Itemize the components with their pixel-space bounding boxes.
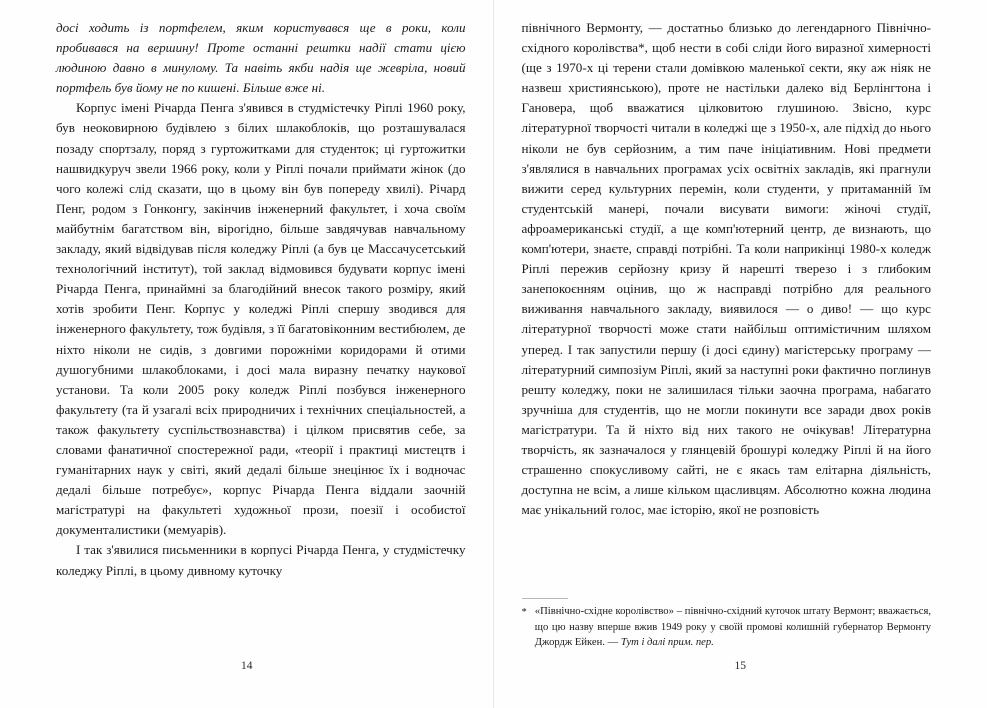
page-number-left: 14 [241,660,253,672]
footnote-marker: * [521,607,527,619]
paragraph-continuation: північного Вермонту, — достатньо близько до легендарного Північно-східного королівства*, щоб нести в собі сліди його виразної химерності (ще з 1970-х ці терени стали домівкою маленької секти, яку аж ніяк не назвеш християнською), проте не настільки далеко від Берлінгтона і Гановера, щоб вважатися цілковитою глушиною. Звісно, курс літературної творчості читали в коледжі ще з 1950-х, але підхід до нього ніколи не був серйозним, а тим паче ініціативним. Нові предмети з'являлися в навчальних програмах усіх освітніх закладів, які прагнули вижити серед культурних перемін, коли студенти, у притаманній їм студентській манері, почали висувати вимоги: жіночі студії, афроамериканські студії, а ще комп'ютерний центр, де визнають, що комп'ютери, знаєте, справді потрібні. Та коли наприкінці 1980-х коледж Ріплі пережив серйозну кризу й нарешті тверезо і з глибоким занепокоєнням оцінив, що ж насправді потрібно для реального виживання навчального закладу, виявилося — о диво! — що курс літературної творчості може стати найбільш оптимістичним шляхом уперед. І так запустили першу (і досі єдину) магістерську програму — літературний симпозіум Ріплі, який за наступні роки фактично поглинув решту коледжу, поки не залишилася тільки заочна програма, набагато зручніша для студентів, що не могли покинути все заради двох років магістратури. Та й ніхто від них такого не очікував! Літературна творчість, як зазначалося у глянцевій брошурі коледжу Ріплі й на його страшенно спокусливому сайті, не є якась там елітарна діяльність, доступна не всім, а лише кільком щасливцям. Абсолютно кожна людина має унікальний голос, має історію, якої не розповість [521,20,931,518]
footnote-body: «Північно-східне королівство» – північно-східний куточок штату Вермонт; вважається, що цю назву вперше вжив 1949 року у своїй промові колишній губернатор Вермонту Джордж Ейкен. — [534,606,931,648]
left-page-body [56,18,466,581]
footnote-separator [522,598,568,599]
footnote-text [535,604,931,650]
paragraph: І так з'явилися письменники в корпусі Річарда Пенга, у студмістечку коледжу Ріплі, в цьому дивному куточку [56,542,466,578]
footnote-block [522,592,932,650]
paragraph-continuation: досі ходить із портфелем, яким користувався ще в роки, коли пробивався на вершину! Проте останні рештки надії стати цією людиною давно в минулому. Та навіть якби надія ще жевріла, новий портфель був йому не по кишені. Більше вже ні. [56,20,466,96]
paragraph: Корпус імені Річарда Пенга з'явився в студмістечку Ріплі 1960 року, був неоковирною будівлею з білих шлакоблоків, що розташувалася позаду спортзалу, поряд з гуртожитками для студенток; ці гуртожитки нашвидкуруч звели 1966 року, коли у Ріплі почали приймати жінок (до чого колежі слід сказати, що в цьому він був попереду хвилі). Річард Пенг, родом з Гонконгу, закінчив інженерний факультет, і хоча своїм майбутнім багатством він, вірогідно, більше завдячував навчальному закладу, який відвідував після коледжу Ріплі (а був це Массачусетський технологічний інститут), той заклад відмовився будувати корпус імені Річарда Пенга, принаймні за благодійний внесок такого розміру, який хотів зробити Пенг. Корпус у коледжі Ріплі спершу зводився для інженерного факультету, тож будівля, з її багатовіконним вестибюлем, де ніхто ніколи не сидів, з довгими порожніми коридорами й отими душогубними шлакоблоками, і досі мала виразну печатку наукової установи. Та коли 2005 року коледж Ріплі позбувся інженерного факультету (та й узагалі всіх природничих і технічних спеціальностей, а також факультету суспільствознавства) і цілком присвятив себе, за словами фанатичної спостережної ради, «теорії і практиці мистецтв і гуманітарних наук у світі, який дедалі більше знецінює їх і водночас дедалі більше потребує», корпус Річарда Пенга віддали заочній магістратурі на факультеті художньої прози, поезії і особистої документалистики (мемуарів). [56,100,466,538]
footnote [522,604,932,650]
page-number-right: 15 [734,660,746,672]
right-page-body [522,18,932,520]
footnote-attribution: Тут і далі прим. пер. [620,636,714,648]
page-right [494,0,987,708]
